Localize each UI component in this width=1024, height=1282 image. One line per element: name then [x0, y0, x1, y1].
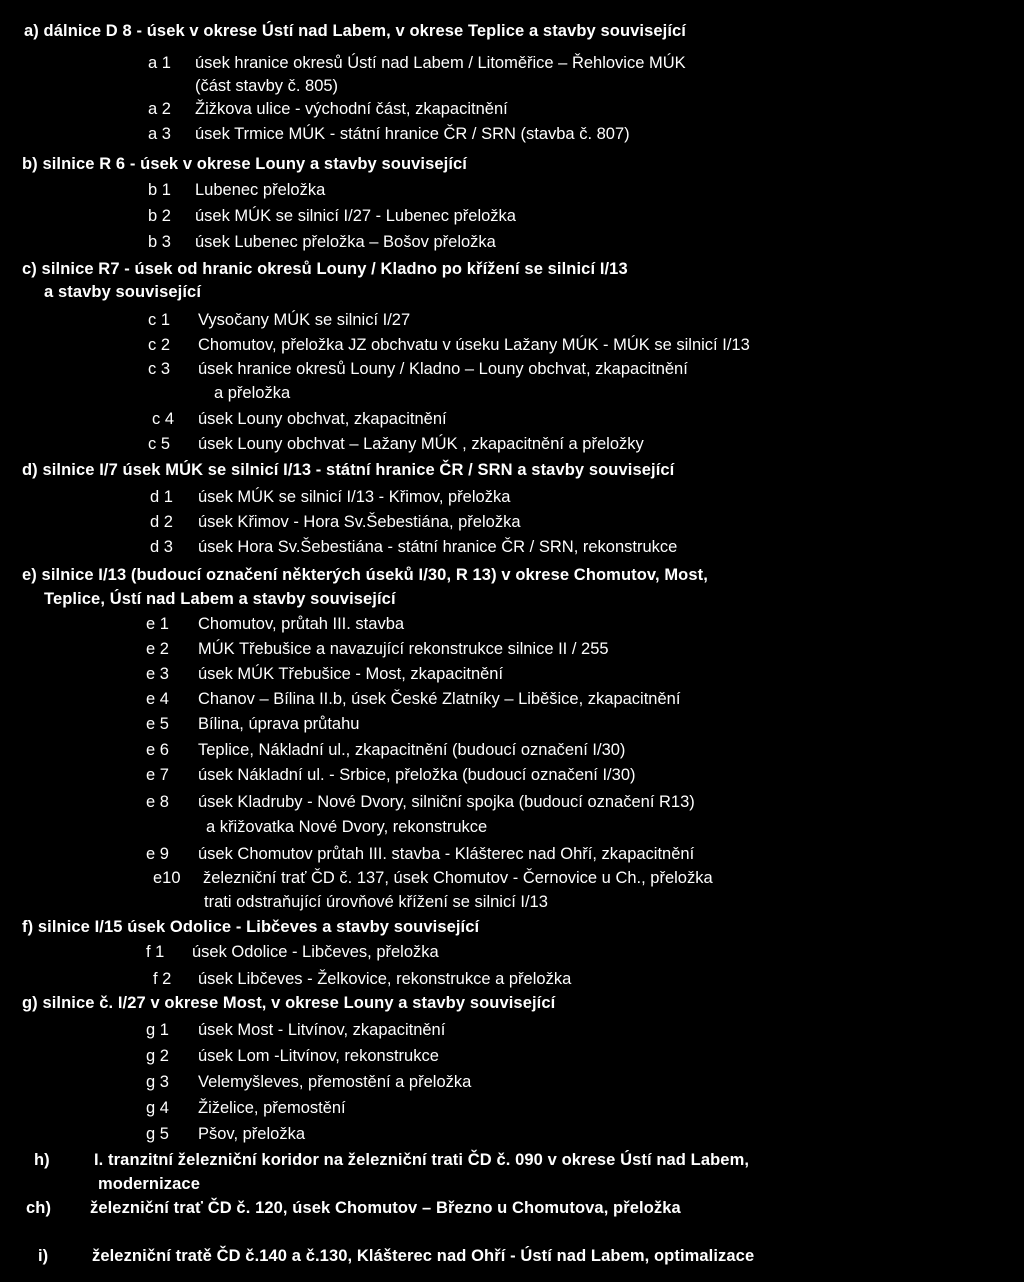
item-text: úsek Lom -Litvínov, rekonstrukce [198, 1047, 439, 1065]
item-text: Chomutov, průtah III. stavba [198, 615, 405, 633]
item-text: trati odstraňující úrovňové křížení se silnicí I/13 [204, 893, 548, 911]
item-text: Pšov, přeložka [198, 1125, 305, 1143]
item-text: úsek Most - Litvínov, zkapacitnění [198, 1021, 446, 1039]
section-c-heading: c) silnice R7 - úsek od hranic okresů Louny / Kladno po křížení se silnicí I/13 [22, 260, 628, 278]
item-text: Žižkova ulice - východní část, zkapacitnění [195, 100, 508, 118]
item-code: e10 [153, 869, 181, 887]
section-ch-label: ch) [26, 1199, 52, 1217]
section-e-heading-cont: Teplice, Ústí nad Labem a stavby související [44, 590, 396, 608]
item-code: c 2 [148, 336, 171, 354]
item-code: d 2 [150, 513, 173, 531]
item-text: (část stavby č. 805) [195, 77, 339, 95]
item-text: Lubenec přeložka [195, 181, 326, 199]
item-text: úsek hranice okresů Louny / Kladno – Louny obchvat, zkapacitnění [198, 360, 688, 378]
item-code: e 1 [146, 615, 169, 633]
item-code: g 3 [146, 1073, 169, 1091]
item-code: d 3 [150, 538, 173, 556]
item-code: g 2 [146, 1047, 169, 1065]
section-b-heading: b) silnice R 6 - úsek v okrese Louny a stavby související [22, 155, 467, 173]
item-code: c 4 [152, 410, 175, 428]
item-text: Chanov – Bílina II.b, úsek České Zlatníky – Liběšice, zkapacitnění [198, 690, 681, 708]
item-code: g 4 [146, 1099, 169, 1117]
item-code: e 6 [146, 741, 169, 759]
item-text: úsek Libčeves - Želkovice, rekonstrukce a přeložka [198, 970, 572, 988]
item-text: a křižovatka Nové Dvory, rekonstrukce [206, 818, 488, 836]
item-code: c 1 [148, 311, 171, 329]
item-text: úsek Hora Sv.Šebestiána - státní hranice ČR / SRN, rekonstrukce [198, 538, 678, 556]
item-text: úsek Louny obchvat – Lažany MÚK , zkapacitnění a přeložky [198, 435, 644, 453]
item-code: f 1 [146, 943, 165, 961]
item-code: e 9 [146, 845, 169, 863]
item-text: úsek MÚK se silnicí I/13 - Křimov, přeložka [198, 488, 511, 506]
item-text: úsek hranice okresů Ústí nad Labem / Litoměřice – Řehlovice MÚK [195, 54, 686, 72]
item-code: e 4 [146, 690, 169, 708]
item-code: f 2 [153, 970, 172, 988]
item-text: úsek MÚK se silnicí I/27 - Lubenec přeložka [195, 207, 516, 225]
item-text: úsek Chomutov průtah III. stavba - Klášterec nad Ohří, zkapacitnění [198, 845, 695, 863]
item-text: úsek Křimov - Hora Sv.Šebestiána, přeložka [198, 513, 521, 531]
item-text: úsek Kladruby - Nové Dvory, silniční spojka (budoucí označení R13) [198, 793, 695, 811]
item-code: g 5 [146, 1125, 169, 1143]
item-text: úsek MÚK Třebušice - Most, zkapacitnění [198, 665, 504, 683]
item-code: e 8 [146, 793, 169, 811]
item-text: úsek Louny obchvat, zkapacitnění [198, 410, 447, 428]
item-text: úsek Lubenec přeložka – Bošov přeložka [195, 233, 496, 251]
item-text: a přeložka [214, 384, 291, 402]
item-text: MÚK Třebušice a navazující rekonstrukce silnice II / 255 [198, 640, 609, 658]
item-text: úsek Odolice - Libčeves, přeložka [192, 943, 439, 961]
item-code: e 5 [146, 715, 169, 733]
item-text: Žiželice, přemostění [198, 1099, 346, 1117]
item-code: e 7 [146, 766, 169, 784]
item-code: a 1 [148, 54, 171, 72]
item-code: c 3 [148, 360, 171, 378]
item-code: a 3 [148, 125, 171, 143]
item-text: úsek Trmice MÚK - státní hranice ČR / SRN (stavba č. 807) [195, 125, 630, 143]
item-code: e 2 [146, 640, 169, 658]
section-ch-text: železniční trať ČD č. 120, úsek Chomutov – Březno u Chomutova, přeložka [90, 1199, 681, 1217]
item-code: b 1 [148, 181, 171, 199]
section-h-text: I. tranzitní železniční koridor na železniční trati ČD č. 090 v okrese Ústí nad Labem, [94, 1151, 750, 1169]
item-text: Chomutov, přeložka JZ obchvatu v úseku Lažany MÚK - MÚK se silnicí I/13 [198, 336, 750, 354]
item-code: e 3 [146, 665, 169, 683]
item-text: Velemyšleves, přemostění a přeložka [198, 1073, 472, 1091]
section-c-heading-cont: a stavby související [44, 283, 202, 301]
item-code: b 2 [148, 207, 171, 225]
item-code: b 3 [148, 233, 171, 251]
item-code: g 1 [146, 1021, 169, 1039]
item-code: c 5 [148, 435, 171, 453]
section-d-heading: d) silnice I/7 úsek MÚK se silnicí I/13 - státní hranice ČR / SRN a stavby související [22, 461, 675, 479]
item-text: úsek Nákladní ul. - Srbice, přeložka (budoucí označení I/30) [198, 766, 636, 784]
section-g-heading: g) silnice č. I/27 v okrese Most, v okrese Louny a stavby související [22, 994, 556, 1012]
section-h-label: h) [34, 1151, 50, 1169]
item-text: Bílina, úprava průtahu [198, 715, 360, 733]
item-text: Vysočany MÚK se silnicí I/27 [198, 311, 411, 329]
section-h-text-cont: modernizace [98, 1175, 200, 1193]
item-code: a 2 [148, 100, 171, 118]
section-f-heading: f) silnice I/15 úsek Odolice - Libčeves a stavby související [22, 918, 480, 936]
section-i-text: železniční tratě ČD č.140 a č.130, Klášterec nad Ohří - Ústí nad Labem, optimalizace [92, 1247, 755, 1265]
item-text: železniční trať ČD č. 137, úsek Chomutov - Černovice u Ch., přeložka [203, 869, 713, 887]
item-code: d 1 [150, 488, 173, 506]
section-e-heading: e) silnice I/13 (budoucí označení některých úseků I/30, R 13) v okrese Chomutov, Most, [22, 566, 708, 584]
item-text: Teplice, Nákladní ul., zkapacitnění (budoucí označení I/30) [198, 741, 626, 759]
section-i-label: i) [38, 1247, 49, 1265]
section-a-heading: a) dálnice D 8 - úsek v okrese Ústí nad Labem, v okrese Teplice a stavby související [24, 22, 686, 40]
